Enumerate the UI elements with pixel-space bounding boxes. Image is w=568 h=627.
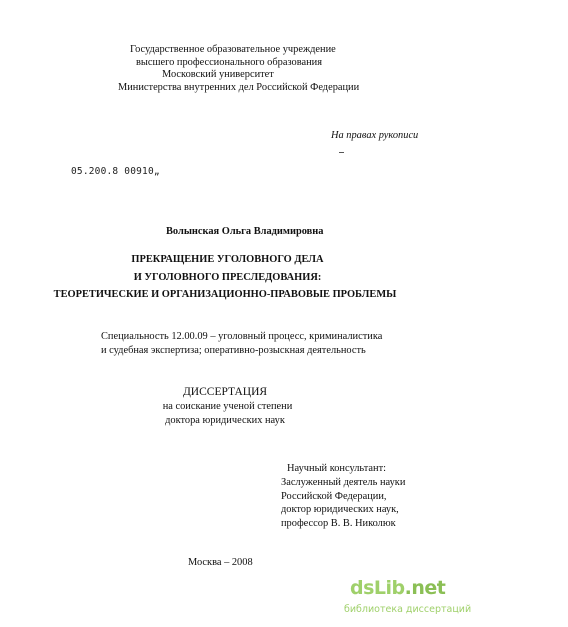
specialty-line-1: Специальность 12.00.09 – уголовный процесс, криминалистика — [101, 331, 383, 342]
watermark-logo-text — [350, 577, 445, 599]
advisor-line-2: Заслуженный деятель науки — [281, 476, 406, 488]
catalog-code — [71, 166, 160, 177]
catalog-code-text: 05.200.8 00910 — [71, 166, 154, 177]
catalog-code-mark: „ — [153, 166, 160, 177]
institution-line-4: Министерства внутренних дел Российской Федерации — [118, 81, 360, 93]
watermark-logo-domain: .net — [404, 577, 446, 599]
institution-line-3: Московский университет — [162, 69, 274, 81]
title-line-2: И УГОЛОВНОГО ПРЕСЛЕДОВАНИЯ: — [133, 271, 322, 283]
advisor-line-4: доктор юридических наук, — [281, 504, 399, 516]
title-line-1: ПРЕКРАЩЕНИЕ УГОЛОВНОГО ДЕЛА — [131, 254, 324, 265]
advisor-label: Научный консультант: — [287, 463, 386, 474]
specialty-line-2: и судебная экспертиза; оперативно-розыскная деятельность — [101, 345, 366, 356]
degree-line-3: доктора юридических наук — [165, 414, 285, 426]
title-line-3: ТЕОРЕТИЧЕСКИЕ И ОРГАНИЗАЦИОННО-ПРАВОВЫЕ ПРОБЛЕМЫ — [53, 289, 397, 300]
degree-line-2: на соискание ученой степени — [162, 400, 293, 412]
institution-line-2: высшего профессионального образования — [136, 56, 322, 68]
institution-header — [0, 44, 568, 94]
dissertation-title — [0, 251, 450, 304]
institution-line-1: Государственное образовательное учреждение — [130, 44, 336, 55]
author-name: Волынская Ольга Владимировна — [166, 226, 324, 237]
manuscript-rights-note: На правах рукописи — [331, 130, 419, 141]
scientific-advisor — [281, 462, 405, 531]
advisor-line-5: профессор В. В. Николюк — [281, 518, 396, 530]
dash-mark — [339, 152, 344, 153]
city-year: Москва – 2008 — [188, 557, 253, 568]
watermark-logo — [344, 577, 472, 621]
advisor-line-3: Российской Федерации, — [281, 490, 387, 502]
watermark-logo-main: dsLib — [350, 577, 405, 599]
dissertation-heading: ДИССЕРТАЦИЯ — [182, 386, 268, 398]
watermark-subtitle: библиотека диссертаций — [344, 604, 472, 615]
specialty-description — [101, 330, 382, 358]
degree-statement — [0, 386, 450, 427]
